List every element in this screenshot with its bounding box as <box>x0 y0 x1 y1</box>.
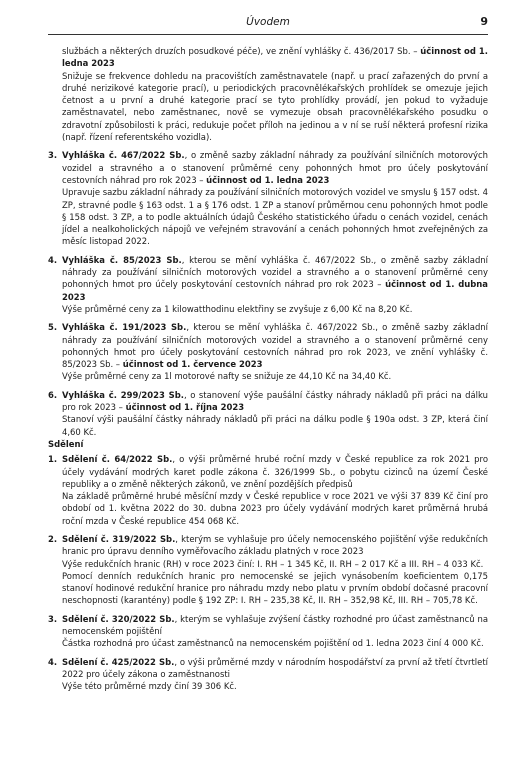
item-title: Vyhláška č. 85/2023 Sb. <box>62 254 182 265</box>
notice-item <box>48 656 488 693</box>
item-number: 5. <box>48 322 58 333</box>
item-number: 1. <box>48 454 58 465</box>
item-number: 6. <box>48 389 58 400</box>
notice-item <box>48 533 488 607</box>
item-description: Výše průměrné ceny za 1 kilowatthodinu elektřiny se zvyšuje z 6,00 Kč na 8,20 Kč. <box>62 303 413 314</box>
notice-description: Pomocí denních redukčních hranic pro nemocenské se jejich vynásobením koeficientem 0,175 stanoví hodinové redukční hranice pro náhradu mzdy nebo platu v prvním období dočasné pracovní neschopnosti (karantény) podle § 192 ZP: I. RH – 235,38 Kč, II. RH – 352,98 Kč, III. RH – 705,78 Kč. <box>62 570 488 606</box>
running-header <box>48 10 488 35</box>
notice-title: Sdělení č. 64/2022 Sb. <box>62 454 173 465</box>
section-heading: Sdělení <box>48 438 84 449</box>
notice-item <box>48 613 488 650</box>
item-heading: Vyhláška č. 85/2023 Sb., kterou se mění vyhláška č. 467/2022 Sb., o změně sazby základní náhrady za používání silničních motorových vozidel a stravného a o stanovení průměrné ceny pohonných hmot pro účely poskytování cestovních náhrad pro rok 2023 – účinnost od 1. dubna 2023 <box>62 254 489 302</box>
effective-date: účinnost od 1. ledna 2023 <box>62 46 488 69</box>
notice-heading: Sdělení č. 64/2022 Sb., o výši průměrné hrubé roční mzdy v České republice za rok 2021 pro účely vydávání modrých karet podle zákona č. 326/1999 Sb., o pobytu cizinců na území České republiky a o změně některých zákonů, ve znění pozdějších předpisů <box>62 454 488 489</box>
list-item <box>48 321 488 382</box>
notice-item <box>48 453 488 527</box>
item-number: 3. <box>48 613 58 624</box>
item-title: Vyhláška č. 467/2022 Sb. <box>62 150 185 161</box>
item-number: 2. <box>48 533 58 544</box>
item-number: 3. <box>48 150 58 161</box>
intro-description: Snižuje se frekvence dohledu na pracovištích zaměstnavatele (např. u prací zařazených do první a druhé nerizikové kategorie prací), u periodických pracovnělékařských prohlídek se omezuje jejich četnost a u první a druhé kategorie prací se tyto prohlídky provádí, jen pokud to vyžaduje zaměstnavatel, nebo zaměstnanec, nově se vymezuje obsah pracovnělékařského posudku o zdravotní způsobilosti k práci, redukuje počet příloh na jedinou a v ní se ruší některá profesní rizika (např. řízení referentského vozidla). <box>62 70 488 143</box>
item-description: Výše průměrné ceny za 1l motorové nafty se snižuje ze 44,10 Kč na 34,40 Kč. <box>62 371 392 382</box>
notice-title: Sdělení č. 425/2022 Sb. <box>62 656 175 667</box>
notice-heading: Sdělení č. 319/2022 Sb., kterým se vyhlašuje pro účely nemocenského pojištění výše redukčních hranic pro úpravu denního vyměřovacího základu platných v roce 2023 <box>62 533 488 557</box>
notice-description: Výše redukčních hranic (RH) v roce 2023 činí: I. RH – 1 345 Kč, II. RH – 2 017 Kč a III. RH – 4 033 Kč. <box>62 558 484 569</box>
item-title: Vyhláška č. 299/2023 Sb. <box>62 389 184 400</box>
list-item <box>48 149 488 247</box>
notice-heading: Sdělení č. 320/2022 Sb., kterým se vyhlašuje zvýšení částky rozhodné pro účast zaměstnanců na nemocenském pojištění <box>62 613 488 637</box>
item-heading: Vyhláška č. 191/2023 Sb., kterou se mění vyhláška č. 467/2022 Sb., o změně sazby základní náhrady za používání silničních motorových vozidel a stravného a o stanovení průměrné ceny pohonných hmot pro účely poskytování cestovních náhrad pro rok 2023, ve znění vyhlášky č. 85/2023 Sb. – účinnost od 1. července 2023 <box>62 322 488 370</box>
notice-title: Sdělení č. 320/2022 Sb. <box>62 613 175 624</box>
intro-item-continued <box>48 45 488 143</box>
page-number: 9 <box>480 15 488 28</box>
list-item <box>48 389 488 438</box>
item-heading: Vyhláška č. 467/2022 Sb., o změně sazby základní náhrady za používání silničních motorových vozidel a stravného a o stanovení průměrné ceny pohonných hmot pro účely poskytování cestovních náhrad pro rok 2023 – účinnost od 1. ledna 2023 <box>62 150 488 185</box>
notice-description: Částka rozhodná pro účast zaměstnanců na nemocenském pojištění od 1. ledna 2023 činí 4 000 Kč. <box>62 638 484 649</box>
notice-description: Výše této průměrné mzdy činí 39 306 Kč. <box>62 681 237 692</box>
effective-date: účinnost od 1. dubna 2023 <box>62 279 489 302</box>
item-heading: Vyhláška č. 299/2023 Sb., o stanovení výše paušální částky náhrady nákladů při práci na dálku pro rok 2023 – účinnost od 1. října 2023 <box>62 389 488 413</box>
item-description: Stanoví výši paušální částky náhrady nákladů při práci na dálku podle § 190a odst. 3 ZP, která činí 4,60 Kč. <box>62 414 488 437</box>
effective-date: účinnost od 1. října 2023 <box>125 402 245 413</box>
effective-date: účinnost od 1. ledna 2023 <box>206 174 330 185</box>
item-description: Upravuje sazbu základní náhrady za používání silničních motorových vozidel ve smyslu § 157 odst. 4 ZP, stravné podle § 163 odst. 1 a § 176 odst. 1 ZP a stanoví průměrnou cenu pohonných hmot podle § 158 odst. 3 ZP, a to podle aktuálních údajů Českého statistického úřadu o cenách vozidel, cenách jídel a nealkoholických nápojů ve veřejném stravování a cenách pohonných hmot zveřejněných za měsíc listopad 2022. <box>62 187 488 247</box>
page-content <box>48 45 488 693</box>
document-page <box>48 10 488 693</box>
intro-lead: službách a některých druzích posudkové péče), ve znění vyhlášky č. 436/2017 Sb. – účinnost od 1. ledna 2023 <box>62 46 488 69</box>
notice-title: Sdělení č. 319/2022 Sb. <box>62 533 176 544</box>
notice-description: Na základě průměrné hrubé měsíční mzdy v České republice v roce 2021 ve výši 37 839 Kč činí pro období od 1. května 2022 do 30. dubna 2023 pro účely vydávání modrých karet průměrná hrubá roční mzda v České republice 454 068 Kč. <box>62 491 488 526</box>
item-number: 4. <box>48 656 58 667</box>
chapter-title: Úvodem <box>246 16 290 28</box>
list-item <box>48 254 488 315</box>
notice-heading: Sdělení č. 425/2022 Sb., o výši průměrné mzdy v národním hospodářství za první až třetí čtvrtletí 2022 pro účely zákona o zaměstnanosti <box>62 656 488 679</box>
effective-date: účinnost od 1. července 2023 <box>122 359 263 370</box>
item-title: Vyhláška č. 191/2023 Sb. <box>62 322 187 333</box>
item-number: 4. <box>48 254 58 265</box>
